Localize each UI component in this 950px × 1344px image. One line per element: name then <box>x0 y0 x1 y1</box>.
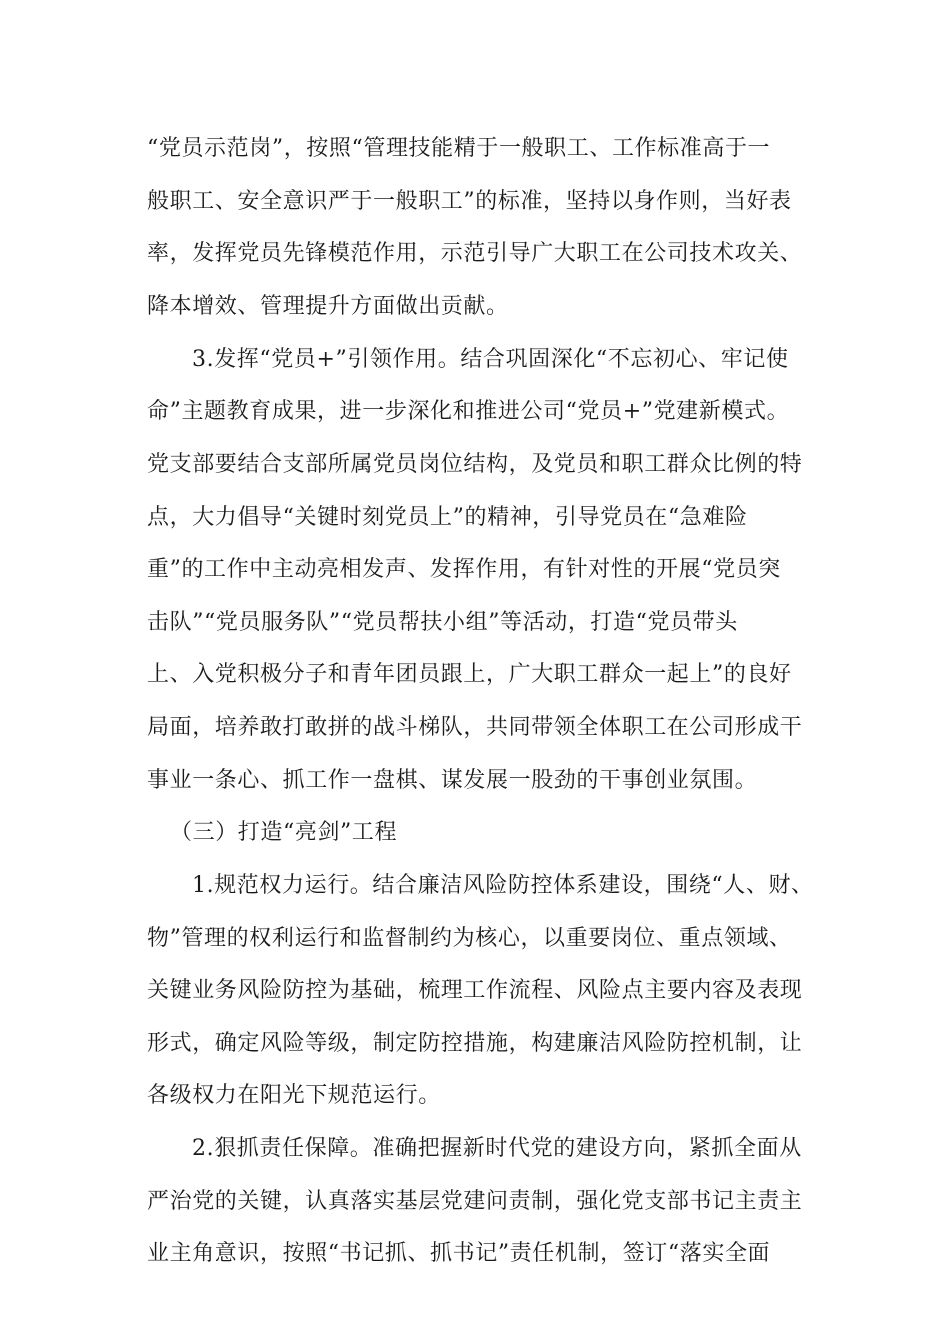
text-line: 率，发挥党员先锋模范作用，示范引导广大职工在公司技术攻关、 <box>147 241 803 266</box>
text-line: 严治党的关键，认真落实基层党建问责制，强化党支部书记主责主 <box>147 1189 803 1214</box>
text-line: 局面，培养敢打敢拼的战斗梯队，共同带领全体职工在公司形成干 <box>147 715 803 740</box>
text-line: 形式，确定风险等级，制定防控措施，构建廉洁风险防控机制，让 <box>147 1031 803 1056</box>
text-line: 各级权力在阳光下规范运行。 <box>147 1083 441 1108</box>
text-line: 业主角意识，按照“书记抓、抓书记”责任机制，签订“落实全面 <box>147 1241 771 1266</box>
text-line: 事业一条心、抓工作一盘棋、谋发展一股劲的干事创业氛围。 <box>147 768 758 793</box>
text-line: 点，大力倡导“关键时刻党员上”的精神，引导党员在“急难险 <box>147 505 748 530</box>
paragraph-start-line: 2.狠抓责任保障。准确把握新时代党的建设方向，紧抓全面从 <box>192 1136 802 1161</box>
section-heading: （三）打造“亮剑”工程 <box>170 820 398 845</box>
text-line: 关键业务风险防控为基础，梳理工作流程、风险点主要内容及表现 <box>147 978 803 1003</box>
text-line: 重”的工作中主动亮相发声、发挥作用，有针对性的开展“党员突 <box>147 557 781 582</box>
text-line: 物”管理的权利运行和监督制约为核心，以重要岗位、重点领域、 <box>147 926 792 951</box>
paragraph-start-line: 1.规范权力运行。结合廉洁风险防控体系建设，围绕“人、财、 <box>192 873 814 898</box>
text-line: 击队”“党员服务队”“党员帮扶小组”等活动，打造“党员带头 <box>147 610 738 635</box>
text-line: 党支部要结合支部所属党员岗位结构，及党员和职工群众比例的特 <box>147 452 803 477</box>
text-line: 般职工、安全意识严于一般职工”的标准，坚持以身作则，当好表 <box>147 189 792 214</box>
text-line: 降本增效、管理提升方面做出贡献。 <box>147 294 509 319</box>
text-line: “党员示范岗”，按照“管理技能精于一般职工、工作标准高于一 <box>147 136 771 161</box>
text-line: 命”主题教育成果，进一步深化和推进公司“党员+”党建新模式。 <box>147 399 790 424</box>
text-line: 上、入党积极分子和青年团员跟上，广大职工群众一起上”的良好 <box>147 662 792 687</box>
paragraph-start-line: 3.发挥“党员+”引领作用。结合巩固深化“不忘初心、牢记使 <box>192 347 789 372</box>
